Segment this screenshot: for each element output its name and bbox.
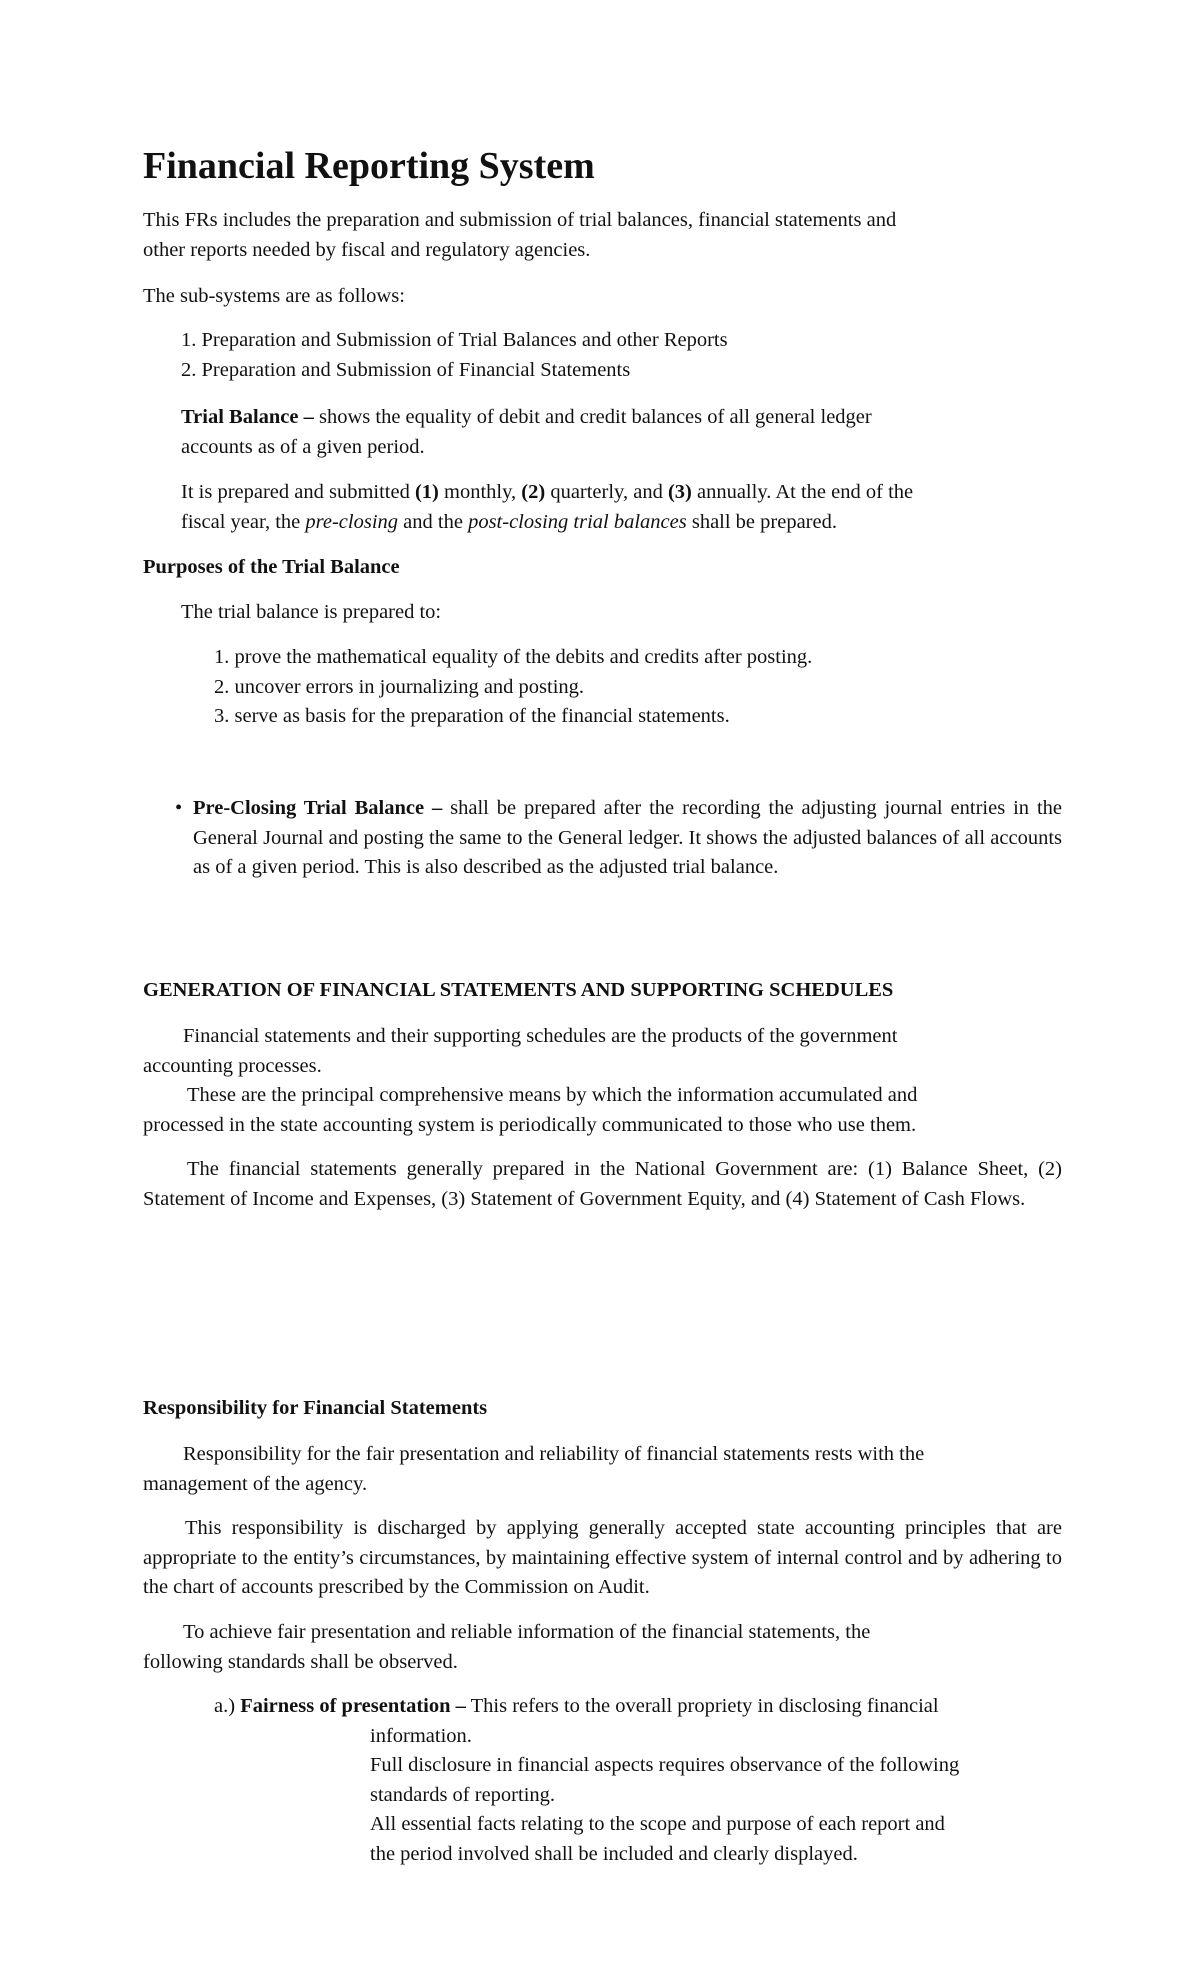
text-line: standards of reporting. <box>370 1783 556 1806</box>
text-line: management of the agency. <box>143 1472 368 1495</box>
text-line: All essential facts relating to the scope and purpose of each report and <box>370 1813 945 1835</box>
text-line: Financial statements and their supporting schedules are the products of the government <box>183 1025 898 1047</box>
bullet-icon: • <box>175 797 183 819</box>
text-line: These are the principal comprehensive means by which the information accumulated and <box>187 1084 918 1106</box>
list-item: 1. Preparation and Submission of Trial Balances and other Reports <box>181 329 728 351</box>
item-label: a.) <box>214 1695 236 1717</box>
text-line: To achieve fair presentation and reliable information of the financial statements, the <box>183 1621 871 1643</box>
text-run-bold: (2) <box>521 481 546 503</box>
generation-paragraph-2 <box>143 1081 1073 1140</box>
text-run-italic: pre-closing <box>305 510 399 533</box>
purposes-intro: The trial balance is prepared to: <box>181 601 442 623</box>
definition-text: shows the equality of debit and credit balances of all general ledger <box>313 406 872 428</box>
pre-closing-item <box>175 794 1062 883</box>
generation-paragraph-1 <box>143 1022 1063 1081</box>
text-line: the period involved shall be included and clearly displayed. <box>370 1842 858 1865</box>
trial-balance-definition <box>181 403 1061 462</box>
term-pre-closing: Pre-Closing Trial Balance – <box>193 797 443 819</box>
text-run: annually. At the end of the <box>691 481 914 503</box>
text-run: and the <box>398 510 469 533</box>
list-item: 1. prove the mathematical equality of the debits and credits after posting. <box>214 646 813 668</box>
responsibility-paragraph-2: This responsibility is discharged by applying generally accepted state accounting principles that are appropriate to the entity’s circumstances, by maintaining effective system of internal control and by adhering to the chart of accounts prescribed by the Commission on Audit. <box>143 1517 1062 1598</box>
list-item: 3. serve as basis for the preparation of the financial statements. <box>214 705 730 727</box>
text-line: accounting processes. <box>143 1054 322 1077</box>
text-line: Responsibility for the fair presentation and reliability of financial statements rests with the <box>183 1443 925 1465</box>
page-title: Financial Reporting System <box>143 145 595 187</box>
text-run-bold: (1) <box>414 481 439 503</box>
intro-line: This FRs includes the preparation and submission of trial balances, financial statements and <box>143 209 897 231</box>
text-line: processed in the state accounting system is periodically communicated to those who use them. <box>143 1113 917 1136</box>
generation-heading: GENERATION OF FINANCIAL STATEMENTS AND SUPPORTING SCHEDULES <box>143 979 894 1001</box>
text-line: information. <box>370 1724 472 1747</box>
subsystems-intro: The sub-systems are as follows: <box>143 285 405 307</box>
text-run: It is prepared and submitted <box>181 481 415 503</box>
text-line: Full disclosure in financial aspects requires observance of the following <box>370 1754 960 1776</box>
list-item: 2. Preparation and Submission of Financial Statements <box>181 358 631 381</box>
definition-text: accounts as of a given period. <box>181 435 425 458</box>
list-item: 2. uncover errors in journalizing and posting. <box>214 675 585 698</box>
responsibility-paragraph-3 <box>143 1618 1063 1677</box>
purposes-list <box>214 643 812 732</box>
text-run: quarterly, and <box>545 481 668 503</box>
text-run-bold: (3) <box>667 481 692 503</box>
text-run: fiscal year, the <box>181 510 306 533</box>
purposes-heading: Purposes of the Trial Balance <box>143 556 400 578</box>
text-run: shall be prepared. <box>686 510 837 533</box>
intro-line: other reports needed by fiscal and regulatory agencies. <box>143 238 591 261</box>
responsibility-paragraph-1 <box>143 1440 1063 1499</box>
term-fairness: Fairness of presentation – <box>240 1695 466 1717</box>
text-run: monthly, <box>438 481 522 503</box>
generation-paragraph-3: The financial statements generally prepared in the National Government are: (1) Balance Sheet, (2) Statement of Income and Expenses, (3) Statement of Government Equity, and (4) Statement of Cash Flows. <box>143 1158 1062 1210</box>
term-trial-balance: Trial Balance – <box>181 406 314 428</box>
subsystems-list <box>181 326 728 385</box>
pre-closing-text: shall be prepared after the recording the adjusting journal entries in the General Journal and posting the same to the General ledger. It shows the adjusted balances of all accounts as of a given period. This is also described as the adjusted trial balance. <box>193 797 1062 878</box>
text-run-italic: post-closing trial balances <box>468 510 687 533</box>
text-run: This refers to the overall propriety in disclosing financial <box>465 1695 939 1717</box>
responsibility-heading: Responsibility for Financial Statements <box>143 1397 488 1419</box>
intro-paragraph <box>143 206 1063 265</box>
fairness-item <box>214 1692 1074 1869</box>
text-line: following standards shall be observed. <box>143 1650 458 1673</box>
prepared-paragraph <box>181 478 1061 537</box>
